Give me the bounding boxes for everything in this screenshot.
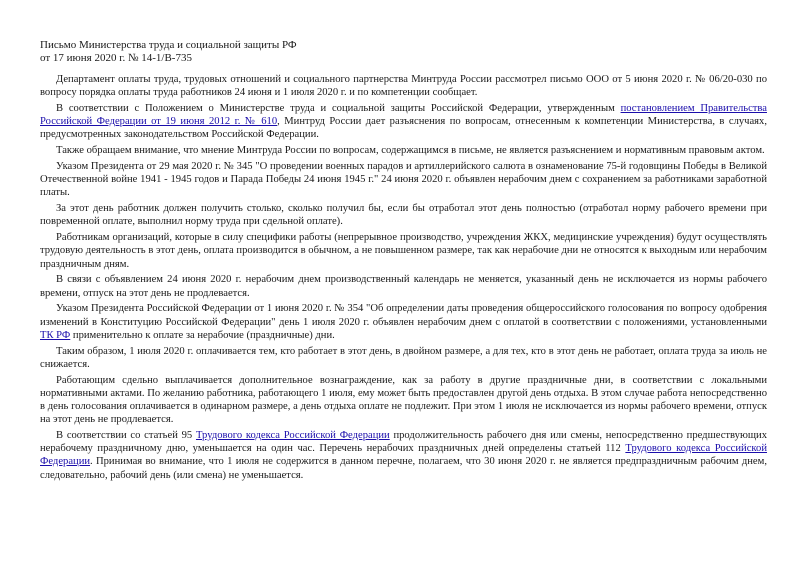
paragraph-5: За этот день работник должен получить столько, сколько получил бы, если бы отработал этот день полностью (отработал норму рабочего времени при повременной оплате, выполнил норму труда при сдельной оплате). <box>40 203 767 228</box>
paragraph-6: Работникам организаций, которые в силу специфики работы (непрерывное производство, учреждения ЖКХ, медицинские учреждения) будут осуществлять трудовую деятельность в этот день, оплата производится в обычном, а не повышенном размере, так как нерабочие дни не относятся к выходным или нерабочим праздничным дням. <box>40 232 767 270</box>
government-decree-link[interactable]: постановлением Правительства Российской Федерации от 19 июня 2012 г. № 610 <box>40 103 767 128</box>
paragraph-11-text-after: . Принимая во внимание, что 1 июля не содержится в данном перечне, полагаем, что 30 июня 2020 г. не является предпраздничным рабочим днем, следовательно, рабочий день (или смена) не уменьшается. <box>40 456 767 481</box>
paragraph-8-text-after: применительно к оплате за нерабочие (праздничные) дни. <box>70 329 335 341</box>
document-date-number: от 17 июня 2020 г. № 14-1/В-735 <box>40 52 192 64</box>
labor-code-link-article-95[interactable]: Трудового кодекса Российской Федерации <box>195 430 390 442</box>
paragraph-9: Таким образом, 1 июля 2020 г. оплачивается тем, кто работает в этот день, в двойном размере, а для тех, кто в этот день не работает, оплата труда за июль не снижается. <box>40 345 767 370</box>
paragraph-1: Департамент оплаты труда, трудовых отношений и социального партнерства Минтруда России рассмотрел письмо ООО от 5 июня 2020 г. № 06/20-030 по вопросу порядка оплаты труда работников 24 июня и 1 июля 2020 г. и по компетенции сообщает. <box>40 74 767 99</box>
paragraph-10: Работающим сдельно выплачивается дополнительное вознаграждение, как за работу в другие праздничные дни, в соответствии с локальными нормативными актами. По желанию работника, работающего 1 июля, ему может быть предоставлен другой день отдыха. В этом случае работа непосредственно в день голосования оплачивается в одинарном размере, а день отдыха оплате не подлежит. При этом 1 июля не исключается из нормы рабочего времени, отпуск на этот день не продлевается. <box>40 374 767 426</box>
paragraph-2 <box>40 102 767 142</box>
paragraph-11-text-before: В соответствии со статьей 95 <box>56 430 196 442</box>
paragraph-2-text-after: , Минтруд России дает разъяснения по вопросам, отнесенным к компетенции Министерства, в случаях, предусмотренных законодательством Российской Федерации. <box>40 116 767 141</box>
document-header <box>40 39 767 65</box>
document-title: Письмо Министерства труда и социальной защиты РФ <box>40 39 297 51</box>
paragraph-4: Указом Президента от 29 мая 2020 г. № 345 "О проведении военных парадов и артиллерийского салюта в ознаменование 75-й годовщины Победы в Великой Отечественной войне 1941 - 1945 годов и Парада Победы 24 июня 1945 г." 24 июня 2020 г. объявлен нерабочим днем с сохранением за работниками заработной платы. <box>40 161 767 199</box>
document-body <box>40 39 767 484</box>
paragraph-11 <box>40 429 767 482</box>
paragraph-2-text-before: В соответствии с Положением о Министерстве труда и социальной защиты Российской Федерации, утвержденным <box>56 103 621 114</box>
paragraph-7: В связи с объявлением 24 июня 2020 г. нерабочим днем производственный календарь не меняется, указанный день не исключается из нормы рабочего времени, отпуск на этот день не продлевается. <box>40 274 767 299</box>
labor-code-link-article-112[interactable]: Трудового кодекса Российской Федерации <box>40 443 768 468</box>
paragraph-11-text-middle: продолжительность рабочего дня или смены, непосредственно предшествующих нерабочему праздничному дню, уменьшается на один час. Перечень нерабочих праздничных дней определены статьей 112 <box>40 430 768 455</box>
paragraph-3: Также обращаем внимание, что мнение Минтруда России по вопросам, содержащимся в письме, не является разъяснением и нормативным правовым актом. <box>56 145 765 157</box>
paragraph-8-text-before: Указом Президента Российской Федерации от 1 июня 2020 г. № 354 "Об определении даты проведения общероссийского голосования по вопросу одобрения изменений в Конституцию Российской Федерации" день 1 июля 2020 г. объявлен нерабочим днем с оплатой в соответствии с положениями, установленными <box>40 303 767 328</box>
paragraph-8 <box>40 302 767 342</box>
labor-code-short-link[interactable]: ТК РФ <box>40 329 71 341</box>
